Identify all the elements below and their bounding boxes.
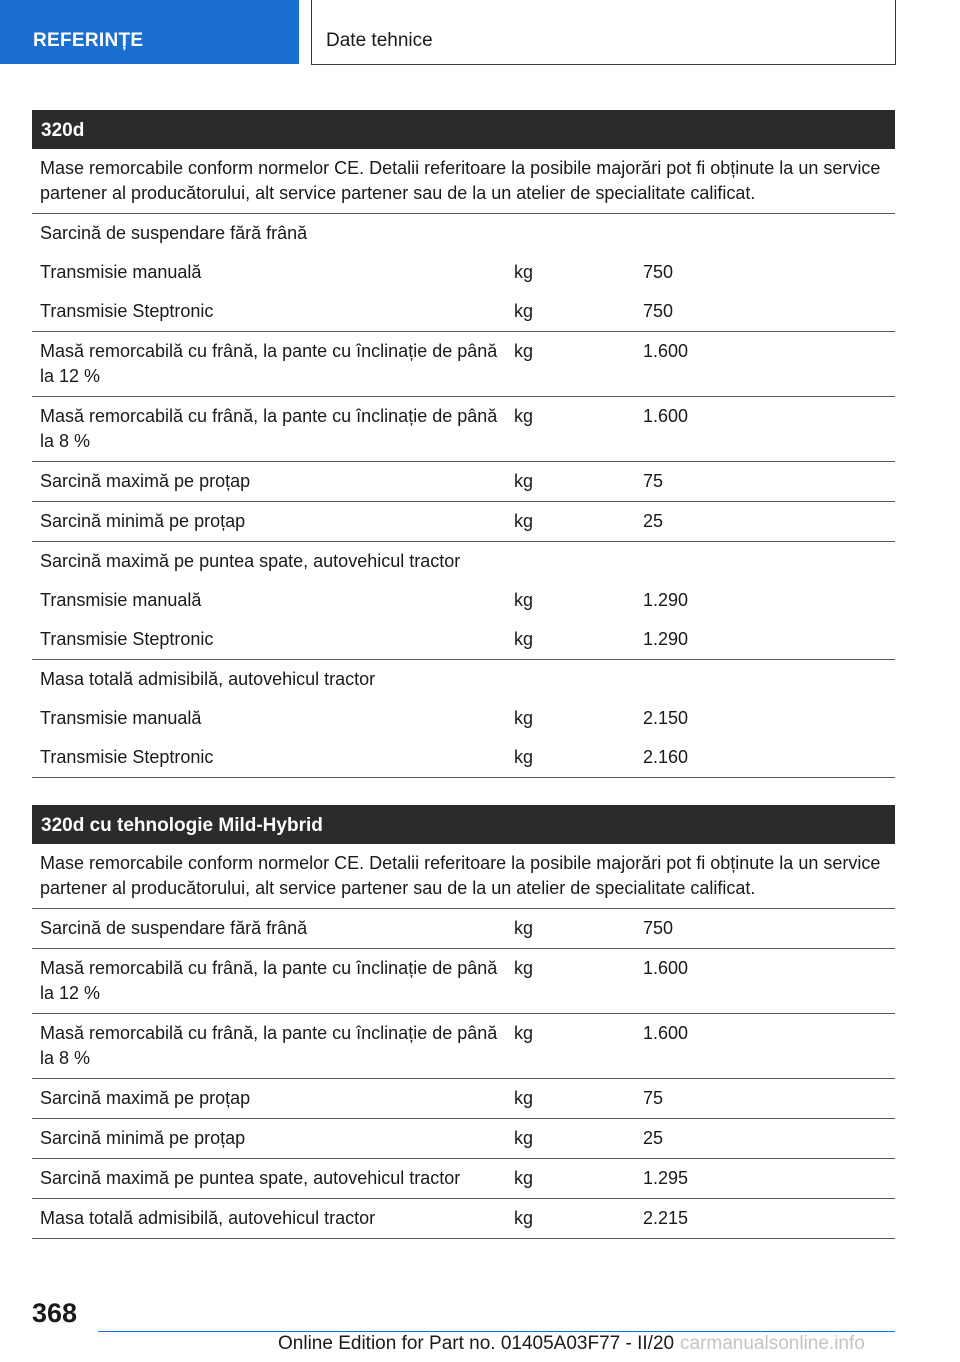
cell-label: Masa totală admisibilă, autovehicul tractor: [40, 1208, 376, 1228]
cell-value: 1.600: [643, 341, 689, 361]
cell-unit: kg: [514, 1128, 534, 1148]
cell-unit: kg: [514, 1088, 534, 1108]
cell-unit: kg: [514, 747, 534, 767]
table-row: [32, 1199, 895, 1239]
cell-label: Sarcină maximă pe proțap: [40, 1088, 251, 1108]
table-row: [32, 909, 895, 949]
cell-value: [635, 542, 895, 581]
cell-label: Transmisie Steptronic: [40, 301, 214, 321]
table-note: Mase remorcabile conform normelor CE. Detalii referitoare la posibile majorări pot fi obținute la un service partener al producătorului, alt service partener sau de la un atelier de specialitate calificat.: [32, 149, 895, 214]
table-row: [32, 502, 895, 542]
cell-unit: kg: [514, 301, 534, 321]
cell-value: 2.215: [643, 1208, 689, 1228]
cell-value: 1.295: [643, 1168, 689, 1188]
table-title: 320d cu tehnologie Mild-Hybrid: [32, 805, 895, 844]
table-title: 320d: [32, 110, 895, 149]
cell-label: Sarcină de suspendare fără frână: [40, 918, 308, 938]
table-row: [32, 214, 895, 253]
cell-unit: [506, 214, 635, 253]
edition-info: Online Edition for Part no. 01405A03F77 - II/20: [278, 1333, 675, 1354]
table-row: [32, 292, 895, 332]
cell-value: 25: [643, 1128, 664, 1148]
table-row: [32, 397, 895, 462]
cell-value: 1.600: [643, 958, 689, 978]
cell-unit: [506, 542, 635, 581]
spec-table-320d: [32, 110, 895, 778]
footer-divider: [98, 1331, 895, 1332]
cell-label: Masă remorcabilă cu frână, la pante cu înclinație de până la 8 %: [40, 406, 498, 451]
table-row: [32, 949, 895, 1014]
cell-label: Masă remorcabilă cu frână, la pante cu înclinație de până la 12 %: [40, 341, 498, 386]
cell-label: Transmisie manuală: [40, 262, 202, 282]
cell-unit: kg: [514, 471, 534, 491]
cell-value: 75: [643, 1088, 664, 1108]
cell-unit: kg: [514, 1168, 534, 1188]
page-title: Date tehnice: [311, 0, 896, 65]
cell-label: Transmisie Steptronic: [40, 629, 214, 649]
cell-label: Sarcină minimă pe proțap: [40, 511, 246, 531]
table-row: [32, 1014, 895, 1079]
cell-unit: kg: [514, 629, 534, 649]
table-row: [32, 542, 895, 581]
cell-value: 750: [643, 262, 674, 282]
cell-value: 25: [643, 511, 664, 531]
spec-table-320d-mild-hybrid: [32, 805, 895, 1239]
cell-unit: kg: [514, 1023, 534, 1043]
cell-value: [635, 214, 895, 253]
cell-label: Sarcină maximă pe puntea spate, autovehicul tractor: [40, 551, 461, 571]
cell-value: 750: [643, 918, 674, 938]
cell-label: Sarcină de suspendare fără frână: [40, 223, 308, 243]
table-row: [32, 462, 895, 502]
cell-label: Transmisie Steptronic: [40, 747, 214, 767]
table-row: [32, 1079, 895, 1119]
cell-unit: kg: [514, 708, 534, 728]
table-row: [32, 332, 895, 397]
cell-label: Masa totală admisibilă, autovehicul tractor: [40, 669, 376, 689]
cell-value: 2.150: [643, 708, 689, 728]
table-row: [32, 581, 895, 620]
watermark: carmanualsonline.info: [680, 1333, 865, 1354]
table-note: Mase remorcabile conform normelor CE. Detalii referitoare la posibile majorări pot fi obținute la un service partener al producătorului, alt service partener sau de la un atelier de specialitate calificat.: [32, 844, 895, 909]
cell-value: 1.600: [643, 406, 689, 426]
cell-unit: kg: [514, 1208, 534, 1228]
cell-label: Transmisie manuală: [40, 708, 202, 728]
table-row: [32, 738, 895, 778]
cell-value: 750: [643, 301, 674, 321]
cell-unit: kg: [514, 406, 534, 426]
cell-unit: [506, 660, 635, 699]
cell-value: 75: [643, 471, 664, 491]
table-row: [32, 620, 895, 660]
cell-value: 1.290: [643, 629, 689, 649]
cell-label: Masă remorcabilă cu frână, la pante cu înclinație de până la 8 %: [40, 1023, 498, 1068]
cell-label: Sarcină maximă pe proțap: [40, 471, 251, 491]
cell-unit: kg: [514, 341, 534, 361]
table-row: [32, 660, 895, 699]
cell-unit: kg: [514, 590, 534, 610]
cell-label: Sarcină minimă pe proțap: [40, 1128, 246, 1148]
cell-value: 1.600: [643, 1023, 689, 1043]
cell-unit: kg: [514, 958, 534, 978]
table-row: [32, 253, 895, 292]
cell-unit: kg: [514, 918, 534, 938]
cell-unit: kg: [514, 511, 534, 531]
cell-value: 2.160: [643, 747, 689, 767]
table-row: [32, 1159, 895, 1199]
cell-label: Transmisie manuală: [40, 590, 202, 610]
cell-value: [635, 660, 895, 699]
page-number: 368: [32, 1298, 78, 1328]
cell-label: Masă remorcabilă cu frână, la pante cu înclinație de până la 12 %: [40, 958, 498, 1003]
table-row: [32, 1119, 895, 1159]
cell-unit: kg: [514, 262, 534, 282]
cell-value: 1.290: [643, 590, 689, 610]
cell-label: Sarcină maximă pe puntea spate, autovehicul tractor: [40, 1168, 461, 1188]
table-row: [32, 699, 895, 738]
section-tab[interactable]: REFERINȚE: [0, 0, 299, 64]
